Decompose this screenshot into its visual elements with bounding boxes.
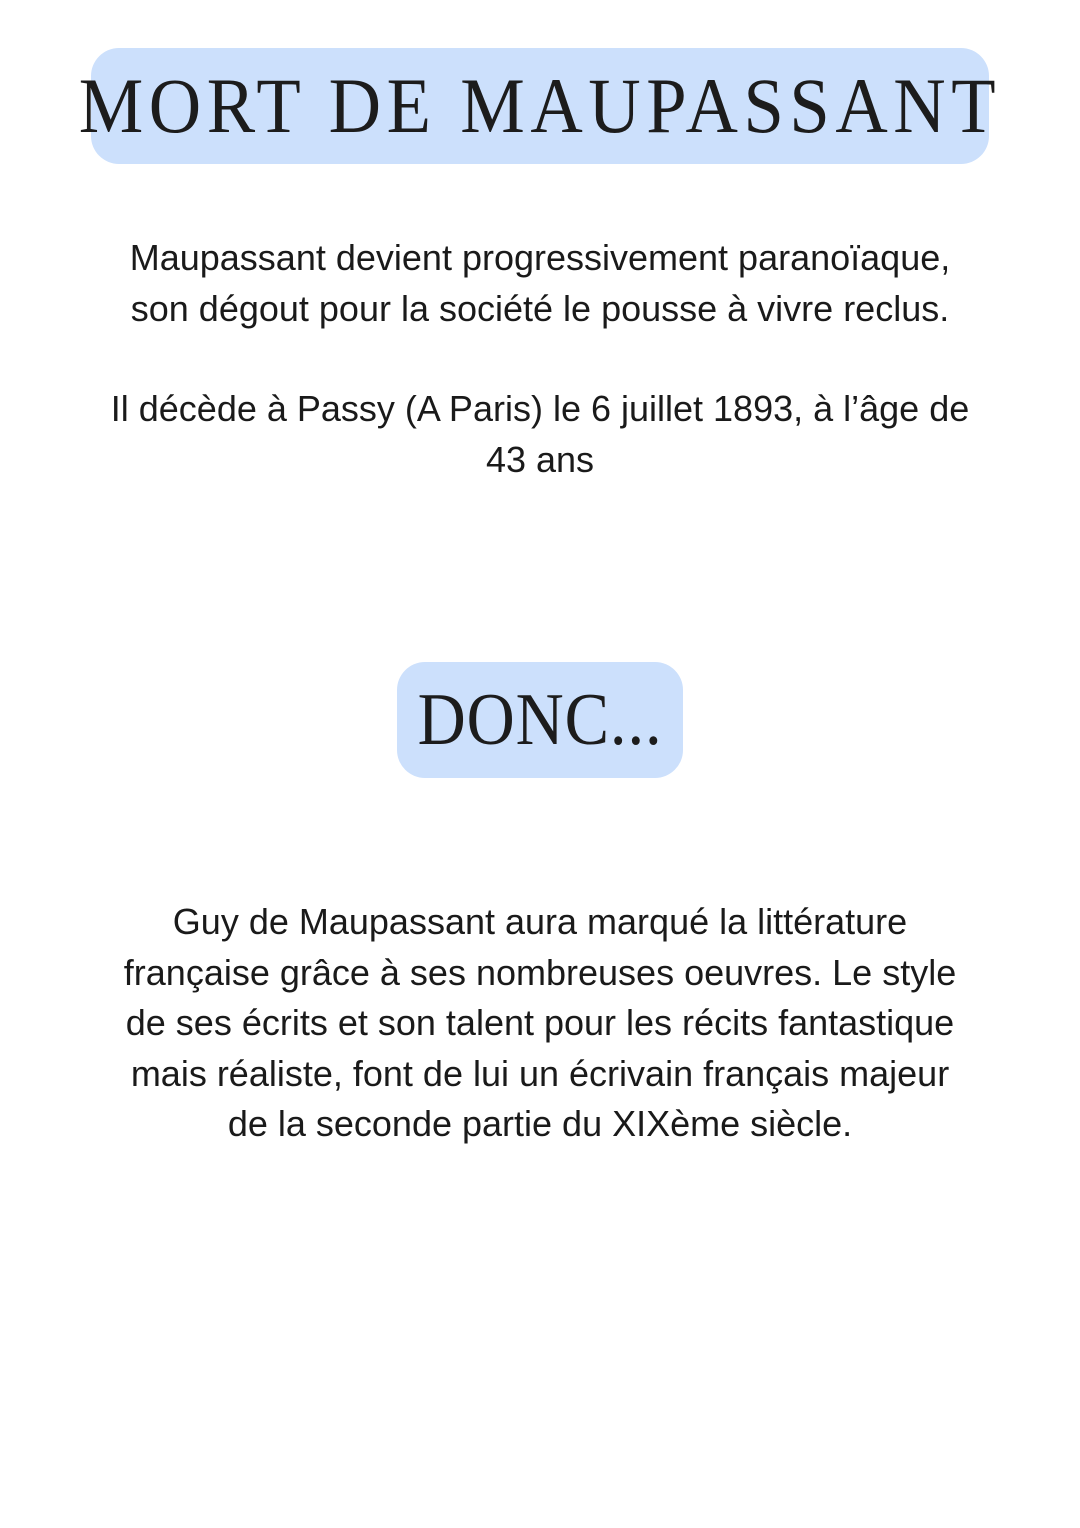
section-title: MORT DE MAUPASSANT [78,62,1002,149]
paragraph-line: Il décède à Passy (A Paris) le 6 juillet 1893, à l’âge de [110,388,970,429]
paragraph-line: son dégout pour la société le pousse à vivre reclus. [130,287,950,329]
paragraph-line: de la seconde partie du XIXème siècle. [227,1103,853,1144]
paragraph-conclusion [40,897,1040,1150]
paragraph-death [40,384,1040,485]
section-title-box [78,48,1002,164]
paragraph-line: 43 ans [485,438,595,480]
paragraph-line: Guy de Maupassant aura marqué la littérature [172,901,908,942]
conclusion-title-box [397,662,683,778]
paragraph-line: de ses écrits et son talent pour les récits fantastique [125,1002,955,1043]
conclusion-title: DONC... [417,678,663,761]
paragraph-line: Maupassant devient progressivement paranoïaque, [129,237,951,278]
paragraph-line: mais réaliste, font de lui un écrivain français majeur [130,1052,950,1094]
paragraph-decline [40,233,1040,334]
paragraph-line: française grâce à ses nombreuses oeuvres. Le style [123,951,957,993]
